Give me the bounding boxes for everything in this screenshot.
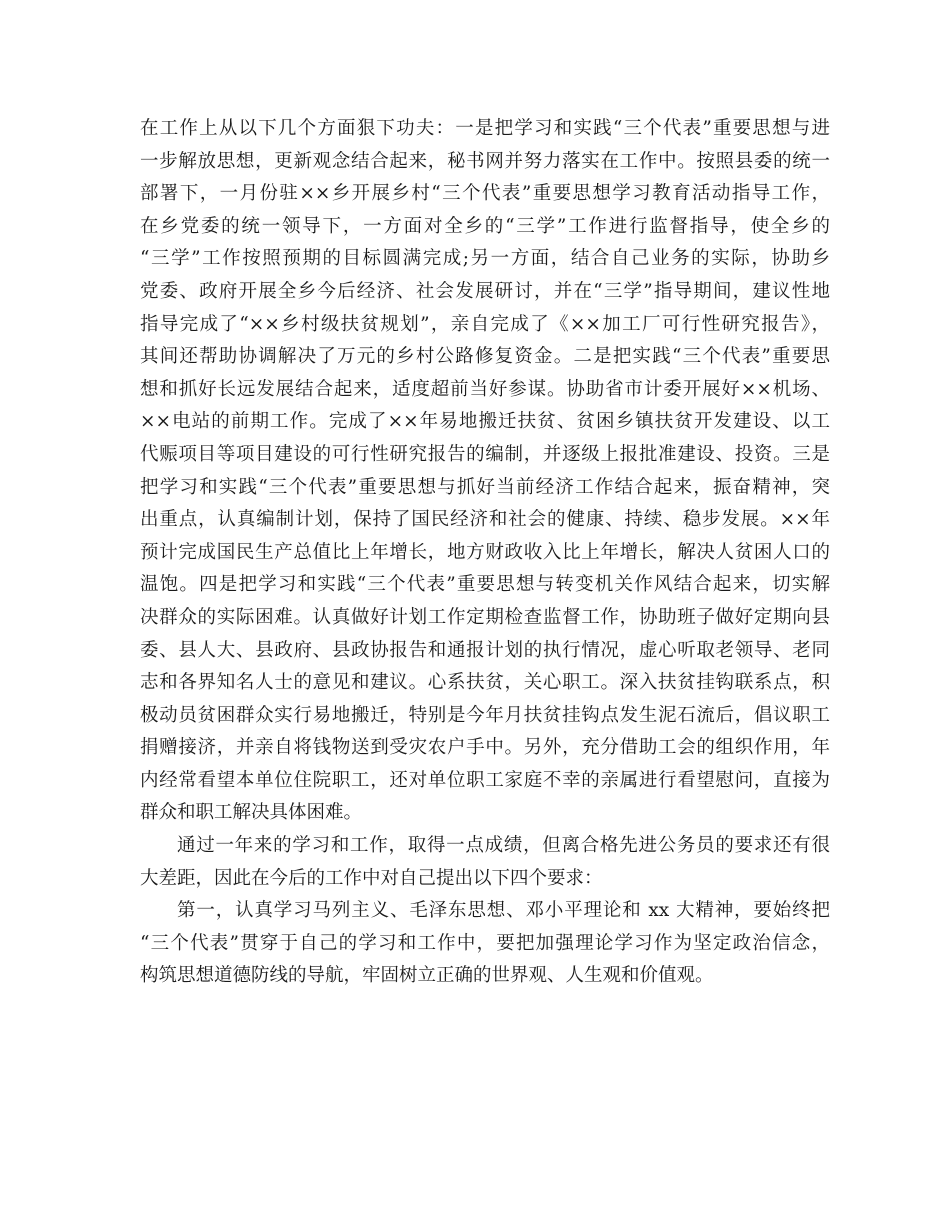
text-line: 第一，认真学习马列主义、毛泽东思想、邓小平理论和 xx 大精神，要始终把: [177, 900, 830, 922]
text-line: 群众和职工解决具体困难。: [140, 802, 363, 824]
text-line: 委、县人大、县政府、县政协报告和通报计划的执行情况，虚心听取老领导、老同: [140, 639, 830, 661]
text-line: 指导完成了“××乡村级扶贫规划”，亲自完成了《××加工厂可行性研究报告》，: [140, 313, 830, 335]
text-line: “三个代表”贯穿于自己的学习和工作中，要把加强理论学习作为坚定政治信念，: [140, 932, 830, 954]
text-line: 部署下，一月份驻××乡开展乡村“三个代表”重要思想学习教育活动指导工作，: [140, 183, 830, 205]
document-body: [140, 113, 830, 993]
text-line: ××电站的前期工作。完成了××年易地搬迁扶贫、贫困乡镇扶贫开发建设、以工: [140, 411, 830, 433]
text-line: 志和各界知名人士的意见和建议。心系扶贫，关心职工。深入扶贫挂钩联系点，积: [140, 672, 830, 694]
text-line: 内经常看望本单位住院职工，还对单位职工家庭不幸的亲属进行看望慰问，直接为: [140, 769, 830, 791]
text-line: 构筑思想道德防线的导航，牢固树立正确的世界观、人生观和价值观。: [140, 965, 714, 987]
text-line: 党委、政府开展全乡今后经济、社会发展研讨，并在“三学”指导期间，建议性地: [140, 280, 830, 302]
text-line: 一步解放思想，更新观念结合起来，秘书网并努力落实在工作中。按照县委的统一: [140, 150, 830, 172]
text-line: 在乡党委的统一领导下，一方面对全乡的“三学”工作进行监督指导，使全乡的: [140, 215, 830, 237]
text-line: 其间还帮助协调解决了万元的乡村公路修复资金。二是把实践“三个代表”重要思: [140, 346, 830, 368]
text-line: 捐赠接济，并亲自将钱物送到受灾农户手中。另外，充分借助工会的组织作用，年: [140, 737, 830, 759]
text-line: “三学”工作按照预期的目标圆满完成;另一方面，结合自己业务的实际，协助乡: [140, 248, 830, 270]
text-line: 通过一年来的学习和工作，取得一点成绩，但离合格先进公务员的要求还有很: [177, 835, 830, 857]
text-line: 温饱。四是把学习和实践“三个代表”重要思想与转变机关作风结合起来，切实解: [140, 574, 830, 596]
text-line: 极动员贫困群众实行易地搬迁，特别是今年月扶贫挂钩点发生泥石流后，倡议职工: [140, 704, 830, 726]
text-line: 在工作上从以下几个方面狠下功夫：一是把学习和实践“三个代表”重要思想与进: [140, 118, 830, 139]
text-line: 大差距，因此在今后的工作中对自己提出以下四个要求：: [140, 867, 603, 889]
text-line: 代赈项目等项目建设的可行性研究报告的编制，并逐级上报批准建设、投资。三是: [140, 443, 830, 465]
text-line: 预计完成国民生产总值比上年增长，地方财政收入比上年增长，解决人贫困人口的: [140, 541, 830, 563]
text-line: 出重点，认真编制计划，保持了国民经济和社会的健康、持续、稳步发展。××年: [140, 509, 830, 531]
text-line: 决群众的实际困难。认真做好计划工作定期检查监督工作，协助班子做好定期向县: [140, 606, 830, 628]
text-line: 把学习和实践“三个代表”重要思想与抓好当前经济工作结合起来，振奋精神，突: [140, 476, 830, 498]
text-line: 想和抓好长远发展结合起来，适度超前当好参谋。协助省市计委开展好××机场、: [140, 378, 830, 400]
